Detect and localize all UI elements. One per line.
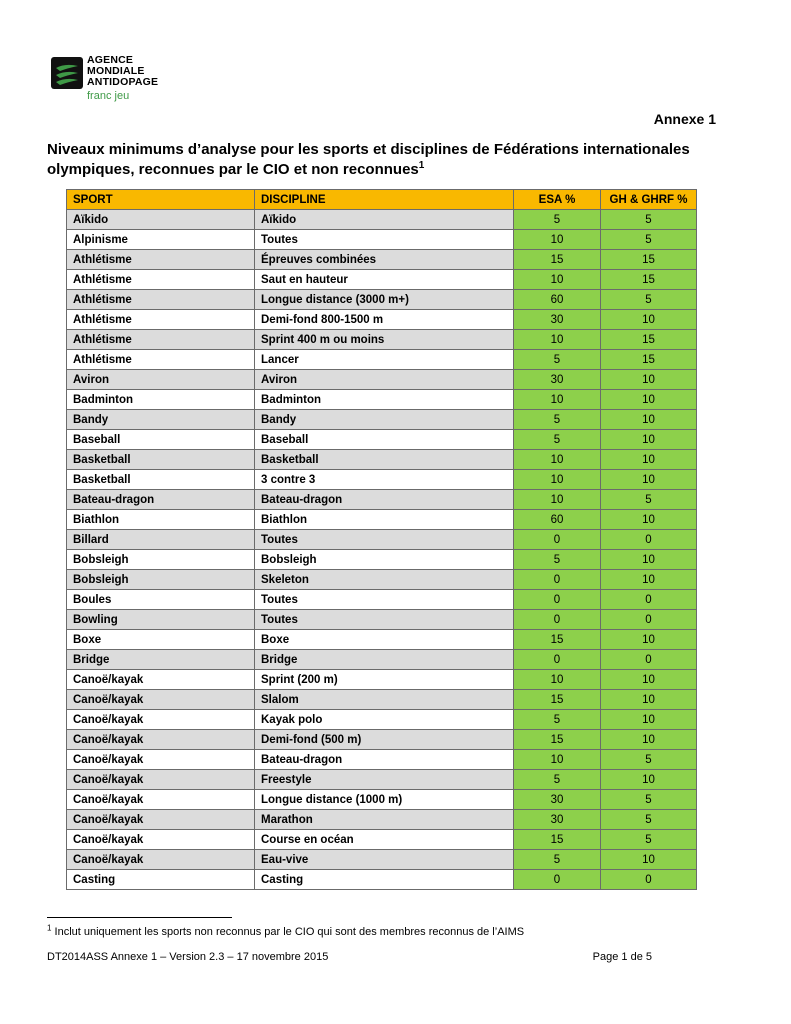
wada-logo	[51, 55, 181, 105]
cell-esa: 5	[514, 410, 601, 430]
table-row	[67, 390, 697, 410]
cell-esa: 60	[514, 290, 601, 310]
cell-esa: 10	[514, 750, 601, 770]
cell-gh-ghrf: 5	[601, 230, 697, 250]
cell-gh-ghrf: 5	[601, 750, 697, 770]
cell-sport: Bobsleigh	[67, 550, 255, 570]
cell-gh-ghrf: 15	[601, 350, 697, 370]
cell-discipline: Bateau-dragon	[255, 750, 514, 770]
cell-esa: 60	[514, 510, 601, 530]
cell-sport: Canoë/kayak	[67, 670, 255, 690]
table-row	[67, 270, 697, 290]
cell-sport: Basketball	[67, 450, 255, 470]
table-row	[67, 570, 697, 590]
cell-sport: Bridge	[67, 650, 255, 670]
cell-discipline: Badminton	[255, 390, 514, 410]
cell-gh-ghrf: 10	[601, 550, 697, 570]
table-row	[67, 870, 697, 890]
cell-sport: Bateau-dragon	[67, 490, 255, 510]
cell-discipline: Aïkido	[255, 210, 514, 230]
cell-esa: 30	[514, 310, 601, 330]
cell-sport: Baseball	[67, 430, 255, 450]
table-row	[67, 290, 697, 310]
cell-sport: Athlétisme	[67, 330, 255, 350]
footnote-mark: 1	[47, 923, 52, 933]
cell-discipline: Kayak polo	[255, 710, 514, 730]
cell-sport: Athlétisme	[67, 250, 255, 270]
cell-esa: 0	[514, 590, 601, 610]
cell-gh-ghrf: 10	[601, 770, 697, 790]
cell-esa: 15	[514, 830, 601, 850]
table-row	[67, 850, 697, 870]
cell-esa: 5	[514, 350, 601, 370]
cell-esa: 5	[514, 430, 601, 450]
cell-esa: 10	[514, 230, 601, 250]
footnote	[47, 923, 525, 938]
header-discipline: DISCIPLINE	[255, 190, 514, 210]
cell-sport: Badminton	[67, 390, 255, 410]
cell-discipline: Longue distance (1000 m)	[255, 790, 514, 810]
cell-discipline: Lancer	[255, 350, 514, 370]
cell-sport: Bobsleigh	[67, 570, 255, 590]
cell-gh-ghrf: 0	[601, 530, 697, 550]
cell-gh-ghrf: 10	[601, 370, 697, 390]
table-row	[67, 430, 697, 450]
table-row	[67, 710, 697, 730]
cell-discipline: Toutes	[255, 230, 514, 250]
cell-sport: Billard	[67, 530, 255, 550]
cell-sport: Casting	[67, 870, 255, 890]
cell-gh-ghrf: 10	[601, 510, 697, 530]
table-row	[67, 250, 697, 270]
table-row	[67, 370, 697, 390]
cell-esa: 30	[514, 810, 601, 830]
cell-gh-ghrf: 0	[601, 650, 697, 670]
cell-esa: 10	[514, 330, 601, 350]
cell-esa: 15	[514, 730, 601, 750]
table-row	[67, 770, 697, 790]
cell-esa: 10	[514, 470, 601, 490]
cell-discipline: Marathon	[255, 810, 514, 830]
logo-line-1: AGENCE	[87, 54, 134, 66]
cell-esa: 15	[514, 630, 601, 650]
table-body	[67, 210, 697, 890]
cell-gh-ghrf: 10	[601, 690, 697, 710]
cell-gh-ghrf: 10	[601, 410, 697, 430]
cell-esa: 5	[514, 550, 601, 570]
cell-discipline: Épreuves combinées	[255, 250, 514, 270]
cell-gh-ghrf: 5	[601, 810, 697, 830]
cell-sport: Aïkido	[67, 210, 255, 230]
table-row	[67, 210, 697, 230]
logo-line-3: ANTIDOPAGE	[87, 76, 159, 88]
cell-gh-ghrf: 15	[601, 270, 697, 290]
logo-wordmark	[87, 55, 158, 88]
cell-esa: 5	[514, 850, 601, 870]
footer-page-number: Page 1 de 5	[592, 951, 652, 963]
cell-discipline: Bandy	[255, 410, 514, 430]
cell-esa: 15	[514, 690, 601, 710]
cell-sport: Canoë/kayak	[67, 770, 255, 790]
table-row	[67, 470, 697, 490]
cell-esa: 5	[514, 770, 601, 790]
cell-sport: Canoë/kayak	[67, 810, 255, 830]
cell-discipline: Toutes	[255, 590, 514, 610]
cell-gh-ghrf: 10	[601, 850, 697, 870]
logo-tagline: franc jeu	[87, 90, 130, 102]
cell-sport: Boxe	[67, 630, 255, 650]
cell-discipline: Demi-fond 800-1500 m	[255, 310, 514, 330]
logo-line-2: MONDIALE	[87, 65, 145, 77]
cell-discipline: Slalom	[255, 690, 514, 710]
cell-esa: 10	[514, 670, 601, 690]
cell-sport: Canoë/kayak	[67, 750, 255, 770]
table-row	[67, 610, 697, 630]
cell-sport: Athlétisme	[67, 270, 255, 290]
footnote-text: Inclut uniquement les sports non reconnus par le CIO qui sont des membres reconnus de l’AIMS	[54, 926, 525, 938]
cell-gh-ghrf: 0	[601, 590, 697, 610]
cell-gh-ghrf: 5	[601, 830, 697, 850]
cell-gh-ghrf: 10	[601, 730, 697, 750]
footnote-separator	[47, 917, 232, 918]
cell-sport: Athlétisme	[67, 350, 255, 370]
cell-esa: 30	[514, 790, 601, 810]
cell-esa: 0	[514, 870, 601, 890]
cell-gh-ghrf: 10	[601, 670, 697, 690]
cell-sport: Athlétisme	[67, 290, 255, 310]
cell-discipline: Baseball	[255, 430, 514, 450]
cell-gh-ghrf: 10	[601, 570, 697, 590]
cell-discipline: Saut en hauteur	[255, 270, 514, 290]
cell-gh-ghrf: 10	[601, 390, 697, 410]
cell-esa: 15	[514, 250, 601, 270]
cell-sport: Athlétisme	[67, 310, 255, 330]
cell-esa: 0	[514, 570, 601, 590]
table-row	[67, 550, 697, 570]
cell-esa: 5	[514, 710, 601, 730]
header-esa: ESA %	[514, 190, 601, 210]
cell-gh-ghrf: 10	[601, 710, 697, 730]
cell-gh-ghrf: 0	[601, 870, 697, 890]
cell-gh-ghrf: 10	[601, 430, 697, 450]
table-row	[67, 650, 697, 670]
cell-sport: Bowling	[67, 610, 255, 630]
wada-emblem-icon	[51, 57, 83, 89]
cell-discipline: Bateau-dragon	[255, 490, 514, 510]
header-sport: SPORT	[67, 190, 255, 210]
cell-gh-ghrf: 5	[601, 490, 697, 510]
cell-discipline: Eau-vive	[255, 850, 514, 870]
cell-discipline: Bobsleigh	[255, 550, 514, 570]
table-row	[67, 510, 697, 530]
cell-gh-ghrf: 5	[601, 210, 697, 230]
table-row	[67, 350, 697, 370]
cell-esa: 10	[514, 490, 601, 510]
table-row	[67, 590, 697, 610]
table-row	[67, 530, 697, 550]
cell-sport: Canoë/kayak	[67, 710, 255, 730]
table-row	[67, 830, 697, 850]
table-row	[67, 410, 697, 430]
table-header-row	[67, 190, 697, 210]
cell-gh-ghrf: 10	[601, 450, 697, 470]
cell-esa: 0	[514, 530, 601, 550]
page-title	[47, 140, 737, 180]
cell-discipline: Bridge	[255, 650, 514, 670]
cell-discipline: Aviron	[255, 370, 514, 390]
cell-esa: 30	[514, 370, 601, 390]
cell-gh-ghrf: 5	[601, 290, 697, 310]
table-row	[67, 450, 697, 470]
cell-sport: Basketball	[67, 470, 255, 490]
cell-discipline: Course en océan	[255, 830, 514, 850]
cell-sport: Canoë/kayak	[67, 790, 255, 810]
table-row	[67, 790, 697, 810]
cell-sport: Canoë/kayak	[67, 690, 255, 710]
cell-sport: Boules	[67, 590, 255, 610]
cell-gh-ghrf: 15	[601, 330, 697, 350]
cell-esa: 10	[514, 390, 601, 410]
cell-gh-ghrf: 10	[601, 630, 697, 650]
cell-discipline: Toutes	[255, 530, 514, 550]
table-row	[67, 630, 697, 650]
cell-discipline: 3 contre 3	[255, 470, 514, 490]
cell-gh-ghrf: 5	[601, 790, 697, 810]
table-row	[67, 310, 697, 330]
title-footnote-mark: 1	[418, 160, 425, 171]
table-row	[67, 490, 697, 510]
cell-esa: 10	[514, 270, 601, 290]
cell-discipline: Skeleton	[255, 570, 514, 590]
cell-sport: Aviron	[67, 370, 255, 390]
analysis-levels-table	[66, 189, 697, 890]
cell-discipline: Basketball	[255, 450, 514, 470]
table-row	[67, 230, 697, 250]
cell-esa: 0	[514, 610, 601, 630]
cell-sport: Alpinisme	[67, 230, 255, 250]
cell-discipline: Freestyle	[255, 770, 514, 790]
cell-discipline: Demi-fond (500 m)	[255, 730, 514, 750]
cell-discipline: Biathlon	[255, 510, 514, 530]
cell-discipline: Longue distance (3000 m+)	[255, 290, 514, 310]
cell-sport: Canoë/kayak	[67, 830, 255, 850]
cell-esa: 0	[514, 650, 601, 670]
cell-gh-ghrf: 0	[601, 610, 697, 630]
cell-discipline: Sprint (200 m)	[255, 670, 514, 690]
table-row	[67, 690, 697, 710]
cell-discipline: Boxe	[255, 630, 514, 650]
annex-label: Annexe 1	[653, 111, 716, 127]
cell-esa: 5	[514, 210, 601, 230]
cell-sport: Bandy	[67, 410, 255, 430]
cell-esa: 10	[514, 450, 601, 470]
cell-gh-ghrf: 10	[601, 470, 697, 490]
table-row	[67, 810, 697, 830]
cell-sport: Biathlon	[67, 510, 255, 530]
table-row	[67, 330, 697, 350]
cell-discipline: Sprint 400 m ou moins	[255, 330, 514, 350]
table-row	[67, 750, 697, 770]
cell-discipline: Toutes	[255, 610, 514, 630]
page-title-text: Niveaux minimums d’analyse pour les sports et disciplines de Fédérations internationales olympiques, reconnues par le CIO et non reconnues	[47, 141, 690, 178]
cell-sport: Canoë/kayak	[67, 730, 255, 750]
table-row	[67, 730, 697, 750]
cell-gh-ghrf: 15	[601, 250, 697, 270]
footer-document-id: DT2014ASS Annexe 1 – Version 2.3 – 17 novembre 2015	[47, 951, 329, 963]
header-gh-ghrf: GH & GHRF %	[601, 190, 697, 210]
table-row	[67, 670, 697, 690]
cell-gh-ghrf: 10	[601, 310, 697, 330]
cell-discipline: Casting	[255, 870, 514, 890]
cell-sport: Canoë/kayak	[67, 850, 255, 870]
